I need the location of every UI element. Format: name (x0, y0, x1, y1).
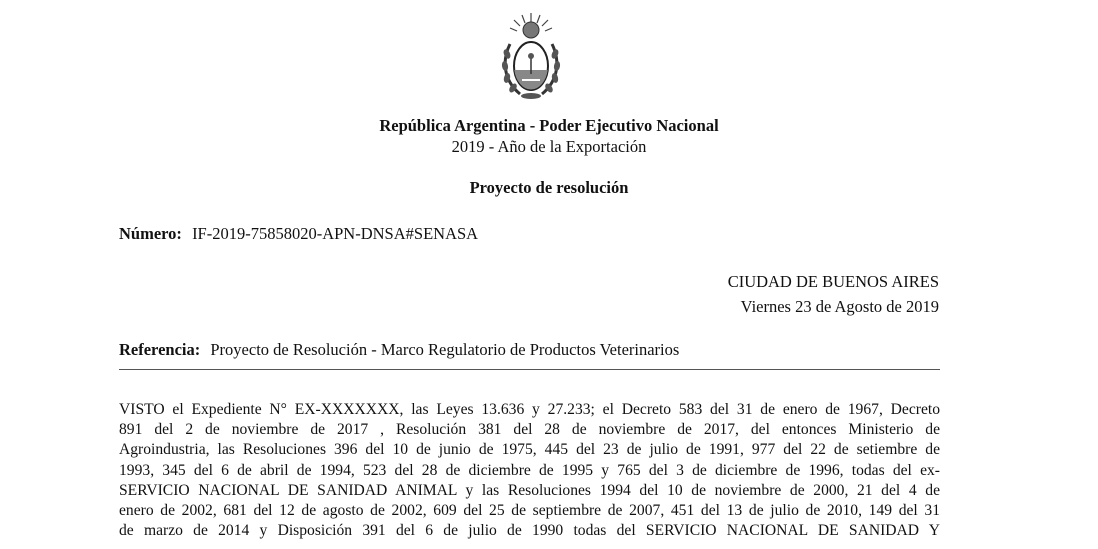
referencia-value: Proyecto de Resolución - Marco Regulatorio de Productos Veterinarios (210, 340, 680, 359)
body-line: SERVICIO NACIONAL DE SANIDAD ANIMAL y las Resoluciones 1994 del 10 de noviembre de 2000, 21 del 4 de (119, 481, 940, 499)
header-title: República Argentina - Poder Ejecutivo Nacional (379, 116, 719, 135)
body-line: enero de 2002, 681 del 12 de agosto de 2002, 609 del 25 de septiembre de 2007, 451 del 13 de julio de 2010, 149 del 31 (119, 502, 940, 520)
referencia-label: Referencia: (119, 340, 201, 359)
document-date: Viernes 23 de Agosto de 2019 (740, 297, 939, 316)
body-line: 891 del 2 de noviembre de 2017 , Resolución 381 del 28 de noviembre de 2017, del entonces Ministerio de (119, 421, 940, 439)
divider (119, 369, 940, 370)
referencia-row (119, 340, 679, 360)
numero-value: IF-2019-75858020-APN-DNSA#SENASA (192, 224, 479, 243)
body-line: Agroindustria, las Resoluciones 396 del 10 de junio de 1975, 445 del 23 de julio de 1991, 977 del 22 de setiembre de (119, 441, 940, 459)
body-line: VISTO el Expediente N° EX-XXXXXXX, las Leyes 13.636 y 27.233; el Decreto 583 del 31 de enero de 1967, Decreto (119, 401, 940, 418)
numero-label: Número: (119, 224, 182, 243)
city: CIUDAD DE BUENOS AIRES (727, 272, 939, 291)
document-type: Proyecto de resolución (469, 178, 629, 197)
body-line: 1993, 345 del 6 de abril de 1994, 523 del 28 de diciembre de 1995 y 765 del 3 de diciembre de 1996, todas del ex- (119, 461, 940, 479)
numero-row (119, 224, 478, 244)
argentina-coat-of-arms-icon (498, 10, 564, 102)
header-subtitle: 2019 - Año de la Exportación (451, 137, 647, 156)
body-paragraph (119, 400, 940, 541)
body-line: de marzo de 2014 y Disposición 391 del 6 de julio de 1990 todas del SERVICIO NACIONAL DE SANIDAD Y (119, 522, 940, 540)
